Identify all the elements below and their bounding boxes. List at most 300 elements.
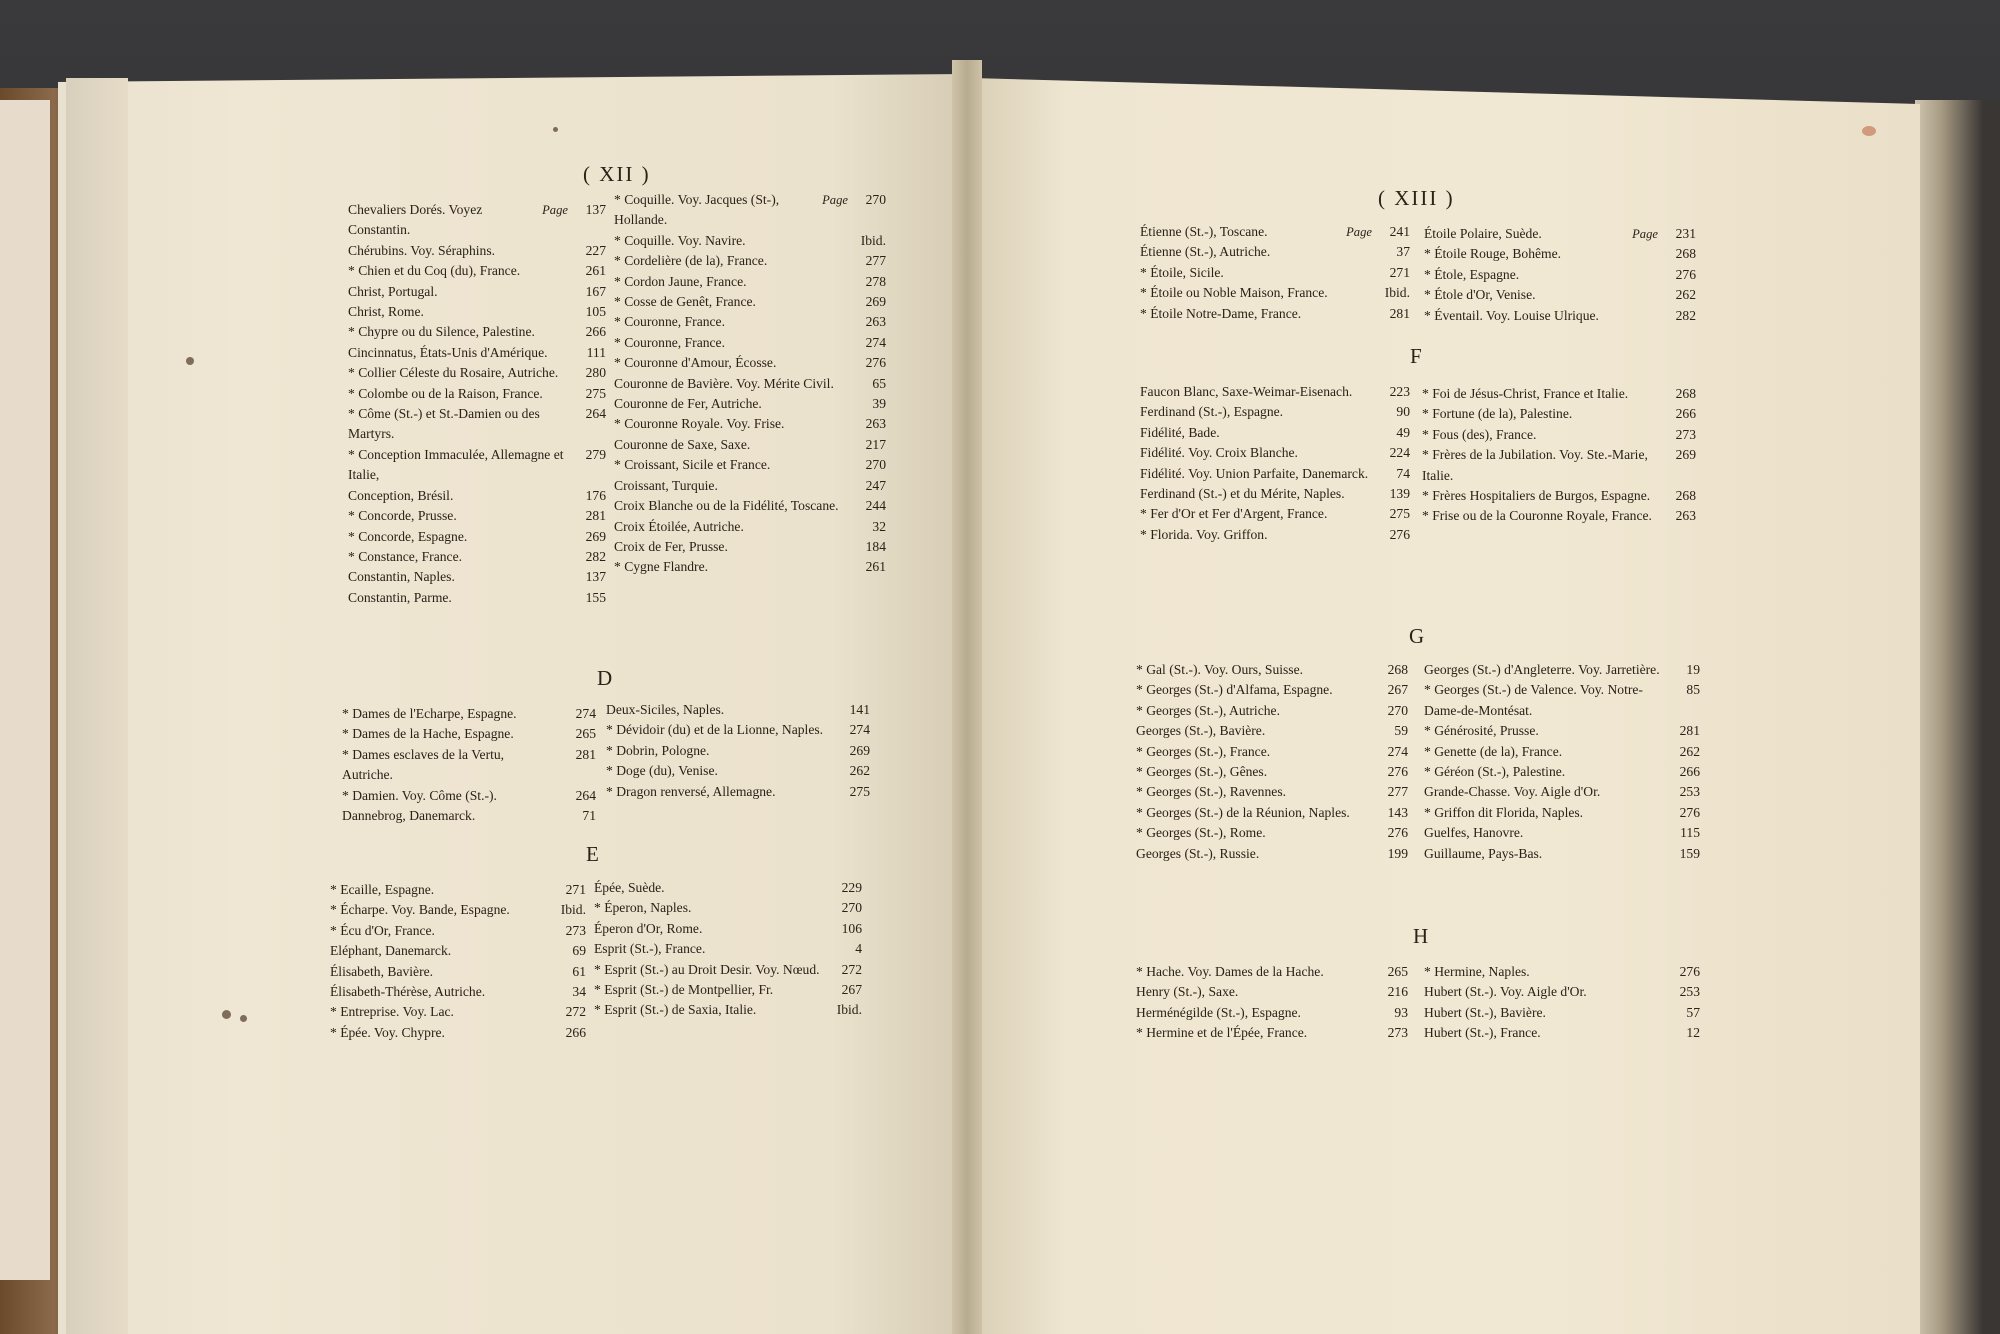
right-section-g-col1 bbox=[1136, 660, 1408, 864]
index-entry bbox=[614, 557, 886, 577]
entry-name: * Conception Immaculée, Allemagne et Italie, bbox=[348, 446, 564, 483]
entry-name: Herménégilde (St.-), Espagne. bbox=[1136, 1004, 1301, 1020]
index-entry bbox=[1136, 803, 1408, 823]
index-entry bbox=[594, 960, 862, 980]
entry-page-number: 272 bbox=[565, 1004, 586, 1020]
entry-name: * Cordon Jaune, France. bbox=[614, 273, 747, 289]
entry-page-number: 264 bbox=[585, 406, 606, 422]
right-section-f-col1 bbox=[1140, 382, 1410, 545]
entry-page-number: 34 bbox=[572, 984, 586, 1000]
entry-page-number: 229 bbox=[841, 880, 862, 895]
entry-page-number: 167 bbox=[585, 283, 606, 299]
index-entry bbox=[1424, 762, 1700, 782]
entry-page-number: 266 bbox=[1679, 764, 1700, 780]
entry-name: * Ecaille, Espagne. bbox=[330, 882, 435, 897]
entry-name: * Dobrin, Pologne. bbox=[606, 742, 710, 758]
entry-name: * Dragon renversé, Allemagne. bbox=[606, 783, 776, 799]
index-entry bbox=[614, 292, 886, 312]
index-entry bbox=[348, 527, 606, 547]
entry-name: * Hermine, Naples. bbox=[1424, 964, 1530, 979]
entry-name: * Georges (St.-), Autriche. bbox=[1136, 702, 1280, 718]
index-entry bbox=[348, 241, 606, 261]
entry-name: Christ, Rome. bbox=[348, 304, 424, 320]
index-entry bbox=[1136, 762, 1408, 782]
entry-name: * Étoile Rouge, Bohême. bbox=[1424, 246, 1562, 262]
left-section-c-col1 bbox=[348, 200, 606, 608]
index-entry bbox=[614, 272, 886, 292]
entry-name: * Fer d'Or et Fer d'Argent, France. bbox=[1140, 506, 1328, 522]
entry-name: Guelfes, Hanovre. bbox=[1424, 825, 1524, 841]
entry-page-number: 277 bbox=[1387, 784, 1408, 800]
index-entry bbox=[614, 353, 886, 373]
index-entry bbox=[1424, 680, 1700, 721]
entry-name: * Esprit (St.-) au Droit Desir. Voy. Nœud. bbox=[594, 961, 820, 977]
entry-name: Faucon Blanc, Saxe-Weimar-Eisenach. bbox=[1140, 384, 1353, 399]
index-entry bbox=[1140, 263, 1410, 283]
left-page-fore-edge bbox=[66, 78, 128, 1334]
entry-name: * Côme (St.-) et St.-Damien ou des Martyrs. bbox=[348, 406, 540, 442]
entry-name: Deux-Siciles, Naples. bbox=[606, 702, 725, 717]
index-entry bbox=[1140, 382, 1410, 402]
entry-page-number: 271 bbox=[565, 882, 586, 897]
entry-page-number: 253 bbox=[1679, 984, 1700, 1000]
entry-page-number: 61 bbox=[572, 963, 586, 979]
ink-spot bbox=[553, 127, 558, 132]
entry-name: Élisabeth-Thérèse, Autriche. bbox=[330, 984, 486, 1000]
index-entry bbox=[348, 445, 606, 486]
entry-name: * Constance, France. bbox=[348, 548, 463, 564]
entry-page-number: 276 bbox=[1679, 964, 1700, 979]
index-entry bbox=[594, 939, 862, 959]
entry-page-number: 270 bbox=[865, 457, 886, 473]
entry-page-number: 269 bbox=[849, 742, 870, 758]
entry-name: * Éventail. Voy. Louise Ulrique. bbox=[1424, 307, 1599, 323]
index-entry bbox=[614, 374, 886, 394]
index-entry bbox=[614, 537, 886, 557]
entry-page-number: 281 bbox=[1679, 723, 1700, 739]
entry-page-number: 263 bbox=[865, 416, 886, 432]
entry-page-number: 269 bbox=[585, 528, 606, 544]
index-entry bbox=[348, 547, 606, 567]
right-section-letter-h: H bbox=[1413, 924, 1429, 948]
entry-page-number: 275 bbox=[1389, 506, 1410, 522]
entry-page-number: 231 bbox=[1675, 226, 1696, 241]
entry-page-number: 273 bbox=[565, 922, 586, 938]
entry-name: * Générosité, Prusse. bbox=[1424, 723, 1539, 739]
entry-name: Croix Étoilée, Autriche. bbox=[614, 518, 744, 534]
index-entry bbox=[330, 941, 586, 961]
entry-page-number: 39 bbox=[872, 396, 886, 412]
entry-page-number: 261 bbox=[865, 559, 886, 575]
index-entry bbox=[1136, 742, 1408, 762]
entry-page-number: Ibid. bbox=[860, 232, 886, 248]
entry-name: * Éperon, Naples. bbox=[594, 900, 692, 916]
entry-name: Georges (St.-) d'Angleterre. Voy. Jarretière. bbox=[1424, 662, 1660, 677]
index-entry bbox=[1424, 962, 1700, 982]
entry-name: * Esprit (St.-) de Montpellier, Fr. bbox=[594, 982, 774, 998]
entry-name: * Gal (St.-). Voy. Ours, Suisse. bbox=[1136, 662, 1304, 677]
entry-page-number: 263 bbox=[865, 314, 886, 330]
index-entry bbox=[594, 919, 862, 939]
index-entry bbox=[614, 496, 886, 516]
entry-page-number: 93 bbox=[1394, 1004, 1408, 1020]
entry-name: Couronne de Bavière. Voy. Mérite Civil. bbox=[614, 375, 834, 391]
entry-name: * Georges (St.-) de la Réunion, Naples. bbox=[1136, 804, 1350, 820]
index-entry bbox=[348, 567, 606, 587]
entry-page-number: 57 bbox=[1686, 1004, 1700, 1020]
entry-page-number: 65 bbox=[872, 375, 886, 391]
entry-page-number: 275 bbox=[585, 385, 606, 401]
entry-page-number: 266 bbox=[585, 324, 606, 340]
entry-page-number: 71 bbox=[582, 808, 596, 824]
index-entry bbox=[1424, 285, 1696, 305]
index-entry bbox=[348, 302, 606, 322]
entry-name: Georges (St.-), Russie. bbox=[1136, 845, 1260, 861]
entry-name: Ferdinand (St.-), Espagne. bbox=[1140, 404, 1284, 420]
entry-page-number: 282 bbox=[585, 548, 606, 564]
index-entry bbox=[348, 343, 606, 363]
entry-page-number: 265 bbox=[575, 726, 596, 742]
index-entry bbox=[1424, 803, 1700, 823]
entry-page-number: Ibid. bbox=[1384, 285, 1410, 301]
entry-page-number: 273 bbox=[1387, 1025, 1408, 1041]
index-entry bbox=[614, 333, 886, 353]
entry-name: * Écharpe. Voy. Bande, Espagne. bbox=[330, 902, 510, 918]
entry-name: Hubert (St.-). Voy. Aigle d'Or. bbox=[1424, 984, 1587, 1000]
index-entry bbox=[330, 900, 586, 920]
index-entry bbox=[1424, 1023, 1700, 1043]
index-entry bbox=[1136, 982, 1408, 1002]
index-entry bbox=[1422, 445, 1696, 486]
entry-page-number: 274 bbox=[849, 722, 870, 738]
entry-name: Christ, Portugal. bbox=[348, 283, 438, 299]
index-entry bbox=[614, 251, 886, 271]
entry-page-number: 224 bbox=[1389, 445, 1410, 461]
index-entry bbox=[614, 231, 886, 251]
entry-page-number: 69 bbox=[572, 943, 586, 959]
index-entry bbox=[1136, 660, 1408, 680]
index-entry bbox=[614, 190, 886, 231]
index-entry bbox=[614, 394, 886, 414]
index-entry bbox=[614, 517, 886, 537]
entry-name: Hubert (St.-), Bavière. bbox=[1424, 1004, 1546, 1020]
right-section-letter-g: G bbox=[1409, 624, 1425, 648]
entry-name: * Hache. Voy. Dames de la Hache. bbox=[1136, 964, 1324, 979]
entry-name: Couronne de Saxe, Saxe. bbox=[614, 436, 751, 452]
left-section-d-col1 bbox=[342, 704, 596, 826]
index-entry bbox=[348, 486, 606, 506]
entry-name: Croix de Fer, Prusse. bbox=[614, 538, 728, 554]
index-entry bbox=[1136, 680, 1408, 700]
entry-page-number: 4 bbox=[855, 941, 862, 957]
entry-page-number: 223 bbox=[1389, 384, 1410, 399]
entry-page-number: 106 bbox=[841, 920, 862, 936]
entry-name: Dannebrog, Danemarck. bbox=[342, 808, 476, 824]
entry-page-number: 276 bbox=[1679, 804, 1700, 820]
entry-name: Chevaliers Dorés. Voyez Constantin. bbox=[348, 202, 483, 238]
entry-name: * Coquille. Voy. Navire. bbox=[614, 232, 746, 248]
index-entry bbox=[1140, 304, 1410, 324]
index-entry bbox=[1136, 701, 1408, 721]
entry-name: * Chien et du Coq (du), France. bbox=[348, 263, 521, 279]
entry-page-number: 280 bbox=[585, 365, 606, 381]
right-section-g-col2 bbox=[1424, 660, 1700, 864]
entry-page-number: Ibid. bbox=[836, 1002, 862, 1018]
entry-page-number: 137 bbox=[585, 202, 606, 217]
index-entry bbox=[1140, 242, 1410, 262]
index-entry bbox=[1424, 224, 1696, 244]
index-entry bbox=[1422, 404, 1696, 424]
index-entry bbox=[1140, 525, 1410, 545]
right-section-e-col1 bbox=[1140, 222, 1410, 324]
index-entry bbox=[1424, 844, 1700, 864]
left-page-header: ( XII ) bbox=[583, 162, 651, 186]
entry-name: * Georges (St.-), Ravennes. bbox=[1136, 784, 1287, 800]
entry-page-number: 270 bbox=[841, 900, 862, 916]
page-prefix: Page bbox=[1346, 225, 1372, 239]
index-entry bbox=[614, 414, 886, 434]
entry-page-number: 281 bbox=[575, 746, 596, 762]
index-entry bbox=[1424, 782, 1700, 802]
entry-name: * Frise ou de la Couronne Royale, France. bbox=[1422, 508, 1652, 524]
index-entry bbox=[606, 761, 870, 781]
entry-page-number: 37 bbox=[1396, 244, 1410, 260]
entry-page-number: 276 bbox=[1387, 825, 1408, 841]
entry-name: Georges (St.-), Bavière. bbox=[1136, 723, 1266, 739]
entry-name: * Griffon dit Florida, Naples. bbox=[1424, 804, 1584, 820]
entry-name: Fidélité. Voy. Union Parfaite, Danemarck. bbox=[1140, 465, 1369, 481]
entry-name: Chérubins. Voy. Séraphins. bbox=[348, 242, 496, 258]
index-entry bbox=[348, 322, 606, 342]
entry-name: * Fous (des), France. bbox=[1422, 426, 1537, 442]
entry-page-number: 227 bbox=[585, 242, 606, 258]
book-cover-right bbox=[1915, 100, 2000, 1334]
entry-page-number: 276 bbox=[1389, 526, 1410, 542]
entry-page-number: 74 bbox=[1396, 465, 1410, 481]
index-entry bbox=[1424, 265, 1696, 285]
index-entry bbox=[330, 962, 586, 982]
index-entry bbox=[1136, 962, 1408, 982]
entry-name: * Couronne, France. bbox=[614, 314, 725, 330]
entry-page-number: 279 bbox=[585, 446, 606, 462]
index-entry bbox=[1136, 721, 1408, 741]
entry-page-number: 199 bbox=[1387, 845, 1408, 861]
entry-page-number: 270 bbox=[1387, 702, 1408, 718]
entry-name: * Cygne Flandre. bbox=[614, 559, 709, 575]
entry-page-number: 268 bbox=[1675, 246, 1696, 262]
entry-name: Cincinnatus, États-Unis d'Amérique. bbox=[348, 344, 548, 360]
entry-name: * Couronne, France. bbox=[614, 334, 725, 350]
entry-name: Couronne de Fer, Autriche. bbox=[614, 396, 762, 412]
entry-page-number: 49 bbox=[1396, 424, 1410, 440]
index-entry bbox=[1140, 222, 1410, 242]
entry-page-number: 278 bbox=[865, 273, 886, 289]
entry-name: Esprit (St.-), France. bbox=[594, 941, 706, 957]
right-page-header: ( XIII ) bbox=[1378, 186, 1455, 210]
entry-page-number: 19 bbox=[1686, 662, 1700, 677]
entry-page-number: 244 bbox=[865, 498, 886, 514]
entry-name: Croissant, Turquie. bbox=[614, 477, 718, 493]
entry-name: Henry (St.-), Saxe. bbox=[1136, 984, 1239, 1000]
entry-page-number: 247 bbox=[865, 477, 886, 493]
entry-name: * Couronne Royale. Voy. Frise. bbox=[614, 416, 785, 432]
entry-name: * Frères de la Jubilation. Voy. Ste.-Marie, Italie. bbox=[1422, 447, 1648, 483]
index-entry bbox=[1424, 1003, 1700, 1023]
entry-page-number: 266 bbox=[1675, 406, 1696, 422]
index-entry bbox=[1136, 1003, 1408, 1023]
entry-page-number: 272 bbox=[841, 961, 862, 977]
index-entry bbox=[348, 506, 606, 526]
index-entry bbox=[606, 741, 870, 761]
entry-name: * Couronne d'Amour, Écosse. bbox=[614, 355, 777, 371]
book-cover-left-edge bbox=[0, 100, 50, 1280]
entry-page-number: 273 bbox=[1675, 426, 1696, 442]
left-section-c-col2 bbox=[614, 190, 886, 578]
entry-page-number: 262 bbox=[849, 763, 870, 779]
entry-page-number: 270 bbox=[865, 192, 886, 207]
index-entry bbox=[614, 476, 886, 496]
index-entry bbox=[1136, 823, 1408, 843]
index-entry bbox=[614, 312, 886, 332]
entry-page-number: 269 bbox=[865, 294, 886, 310]
index-entry bbox=[342, 806, 596, 826]
entry-name: Guillaume, Pays-Bas. bbox=[1424, 845, 1543, 861]
index-entry bbox=[330, 880, 586, 900]
entry-page-number: 274 bbox=[575, 706, 596, 721]
left-section-letter-e: E bbox=[586, 842, 599, 866]
entry-name: Fidélité. Voy. Croix Blanche. bbox=[1140, 445, 1298, 461]
index-entry bbox=[1140, 504, 1410, 524]
index-entry bbox=[1422, 486, 1696, 506]
entry-page-number: 105 bbox=[585, 304, 606, 320]
entry-page-number: 274 bbox=[1387, 743, 1408, 759]
index-entry bbox=[1424, 306, 1696, 326]
entry-name: * Fortune (de la), Palestine. bbox=[1422, 406, 1573, 422]
entry-name: * Georges (St.-) d'Alfama, Espagne. bbox=[1136, 682, 1333, 698]
index-entry bbox=[606, 720, 870, 740]
entry-name: * Épée. Voy. Chypre. bbox=[330, 1024, 445, 1040]
index-entry bbox=[1424, 823, 1700, 843]
entry-name: Hubert (St.-), France. bbox=[1424, 1025, 1541, 1041]
entry-page-number: 137 bbox=[585, 569, 606, 585]
entry-name: Eléphant, Danemarck. bbox=[330, 943, 452, 959]
entry-name: Étienne (St.-), Autriche. bbox=[1140, 244, 1271, 260]
index-entry bbox=[1140, 283, 1410, 303]
ink-spot bbox=[240, 1015, 247, 1022]
entry-page-number: 115 bbox=[1680, 825, 1700, 841]
entry-page-number: 241 bbox=[1389, 224, 1410, 239]
index-entry bbox=[1424, 742, 1700, 762]
entry-name: * Hermine et de l'Épée, France. bbox=[1136, 1025, 1308, 1041]
index-entry bbox=[348, 588, 606, 608]
entry-name: Étoile Polaire, Suède. bbox=[1424, 226, 1542, 241]
entry-name: * Entreprise. Voy. Lac. bbox=[330, 1004, 454, 1020]
index-entry bbox=[594, 878, 862, 898]
index-entry bbox=[1136, 1023, 1408, 1043]
entry-page-number: 262 bbox=[1675, 287, 1696, 303]
index-entry bbox=[1136, 782, 1408, 802]
entry-name: * Étole d'Or, Venise. bbox=[1424, 287, 1536, 303]
entry-page-number: 159 bbox=[1679, 845, 1700, 861]
entry-page-number: 282 bbox=[1675, 307, 1696, 323]
entry-page-number: 90 bbox=[1396, 404, 1410, 420]
entry-name: * Georges (St.-), Gênes. bbox=[1136, 764, 1268, 780]
entry-name: * Dames de l'Echarpe, Espagne. bbox=[342, 706, 517, 721]
right-section-h-col1 bbox=[1136, 962, 1408, 1044]
index-entry bbox=[330, 982, 586, 1002]
index-entry bbox=[348, 384, 606, 404]
index-entry bbox=[1424, 721, 1700, 741]
ink-spot bbox=[186, 357, 194, 365]
entry-page-number: 12 bbox=[1686, 1025, 1700, 1041]
entry-name: Croix Blanche ou de la Fidélité, Toscane. bbox=[614, 498, 839, 514]
index-entry bbox=[342, 704, 596, 724]
entry-name: * Dames de la Hache, Espagne. bbox=[342, 726, 514, 742]
entry-name: * Collier Céleste du Rosaire, Autriche. bbox=[348, 365, 559, 381]
right-section-letter-f: F bbox=[1410, 344, 1422, 368]
entry-page-number: 59 bbox=[1394, 723, 1408, 739]
entry-name: Élisabeth, Bavière. bbox=[330, 963, 434, 979]
entry-page-number: 281 bbox=[585, 508, 606, 524]
entry-name: * Georges (St.-) de Valence. Voy. Notre-Dame-de-Montésat. bbox=[1424, 682, 1643, 718]
entry-name: Étienne (St.-), Toscane. bbox=[1140, 224, 1268, 239]
index-entry bbox=[342, 745, 596, 786]
left-section-e-col2 bbox=[594, 878, 862, 1021]
index-entry bbox=[348, 282, 606, 302]
index-entry bbox=[606, 782, 870, 802]
entry-page-number: 267 bbox=[1387, 682, 1408, 698]
entry-page-number: 276 bbox=[1387, 764, 1408, 780]
entry-page-number: 85 bbox=[1686, 682, 1700, 698]
entry-name: * Colombe ou de la Raison, France. bbox=[348, 385, 543, 401]
index-entry bbox=[348, 363, 606, 383]
index-entry bbox=[594, 980, 862, 1000]
index-entry bbox=[330, 1023, 586, 1043]
entry-name: Conception, Brésil. bbox=[348, 487, 454, 503]
entry-page-number: 111 bbox=[586, 344, 606, 360]
index-entry bbox=[342, 724, 596, 744]
entry-page-number: 253 bbox=[1679, 784, 1700, 800]
entry-page-number: 141 bbox=[849, 702, 870, 717]
right-section-h-col2 bbox=[1424, 962, 1700, 1044]
entry-name: * Florida. Voy. Griffon. bbox=[1140, 526, 1268, 542]
entry-name: Constantin, Parme. bbox=[348, 589, 452, 605]
entry-page-number: 276 bbox=[1675, 266, 1696, 282]
entry-page-number: 176 bbox=[585, 487, 606, 503]
entry-page-number: 143 bbox=[1387, 804, 1408, 820]
entry-page-number: 262 bbox=[1679, 743, 1700, 759]
entry-name: * Genette (de la), France. bbox=[1424, 743, 1563, 759]
index-entry bbox=[1424, 244, 1696, 264]
index-entry bbox=[1140, 484, 1410, 504]
entry-page-number: 155 bbox=[585, 589, 606, 605]
index-entry bbox=[1140, 464, 1410, 484]
left-section-d-col2 bbox=[606, 700, 870, 802]
entry-name: Épée, Suède. bbox=[594, 880, 665, 895]
entry-name: * Concorde, Prusse. bbox=[348, 508, 457, 524]
index-entry bbox=[1422, 384, 1696, 404]
entry-page-number: 274 bbox=[865, 334, 886, 350]
entry-name: Constantin, Naples. bbox=[348, 569, 455, 585]
index-entry bbox=[1140, 423, 1410, 443]
entry-name: * Étoile ou Noble Maison, France. bbox=[1140, 285, 1328, 301]
entry-page-number: 139 bbox=[1389, 486, 1410, 502]
entry-page-number: 267 bbox=[841, 982, 862, 998]
entry-name: * Esprit (St.-) de Saxia, Italie. bbox=[594, 1002, 757, 1018]
entry-name: * Coquille. Voy. Jacques (St-), Hollande. bbox=[614, 192, 780, 228]
entry-name: * Géréon (St.-), Palestine. bbox=[1424, 764, 1566, 780]
book-gutter bbox=[952, 60, 982, 1334]
